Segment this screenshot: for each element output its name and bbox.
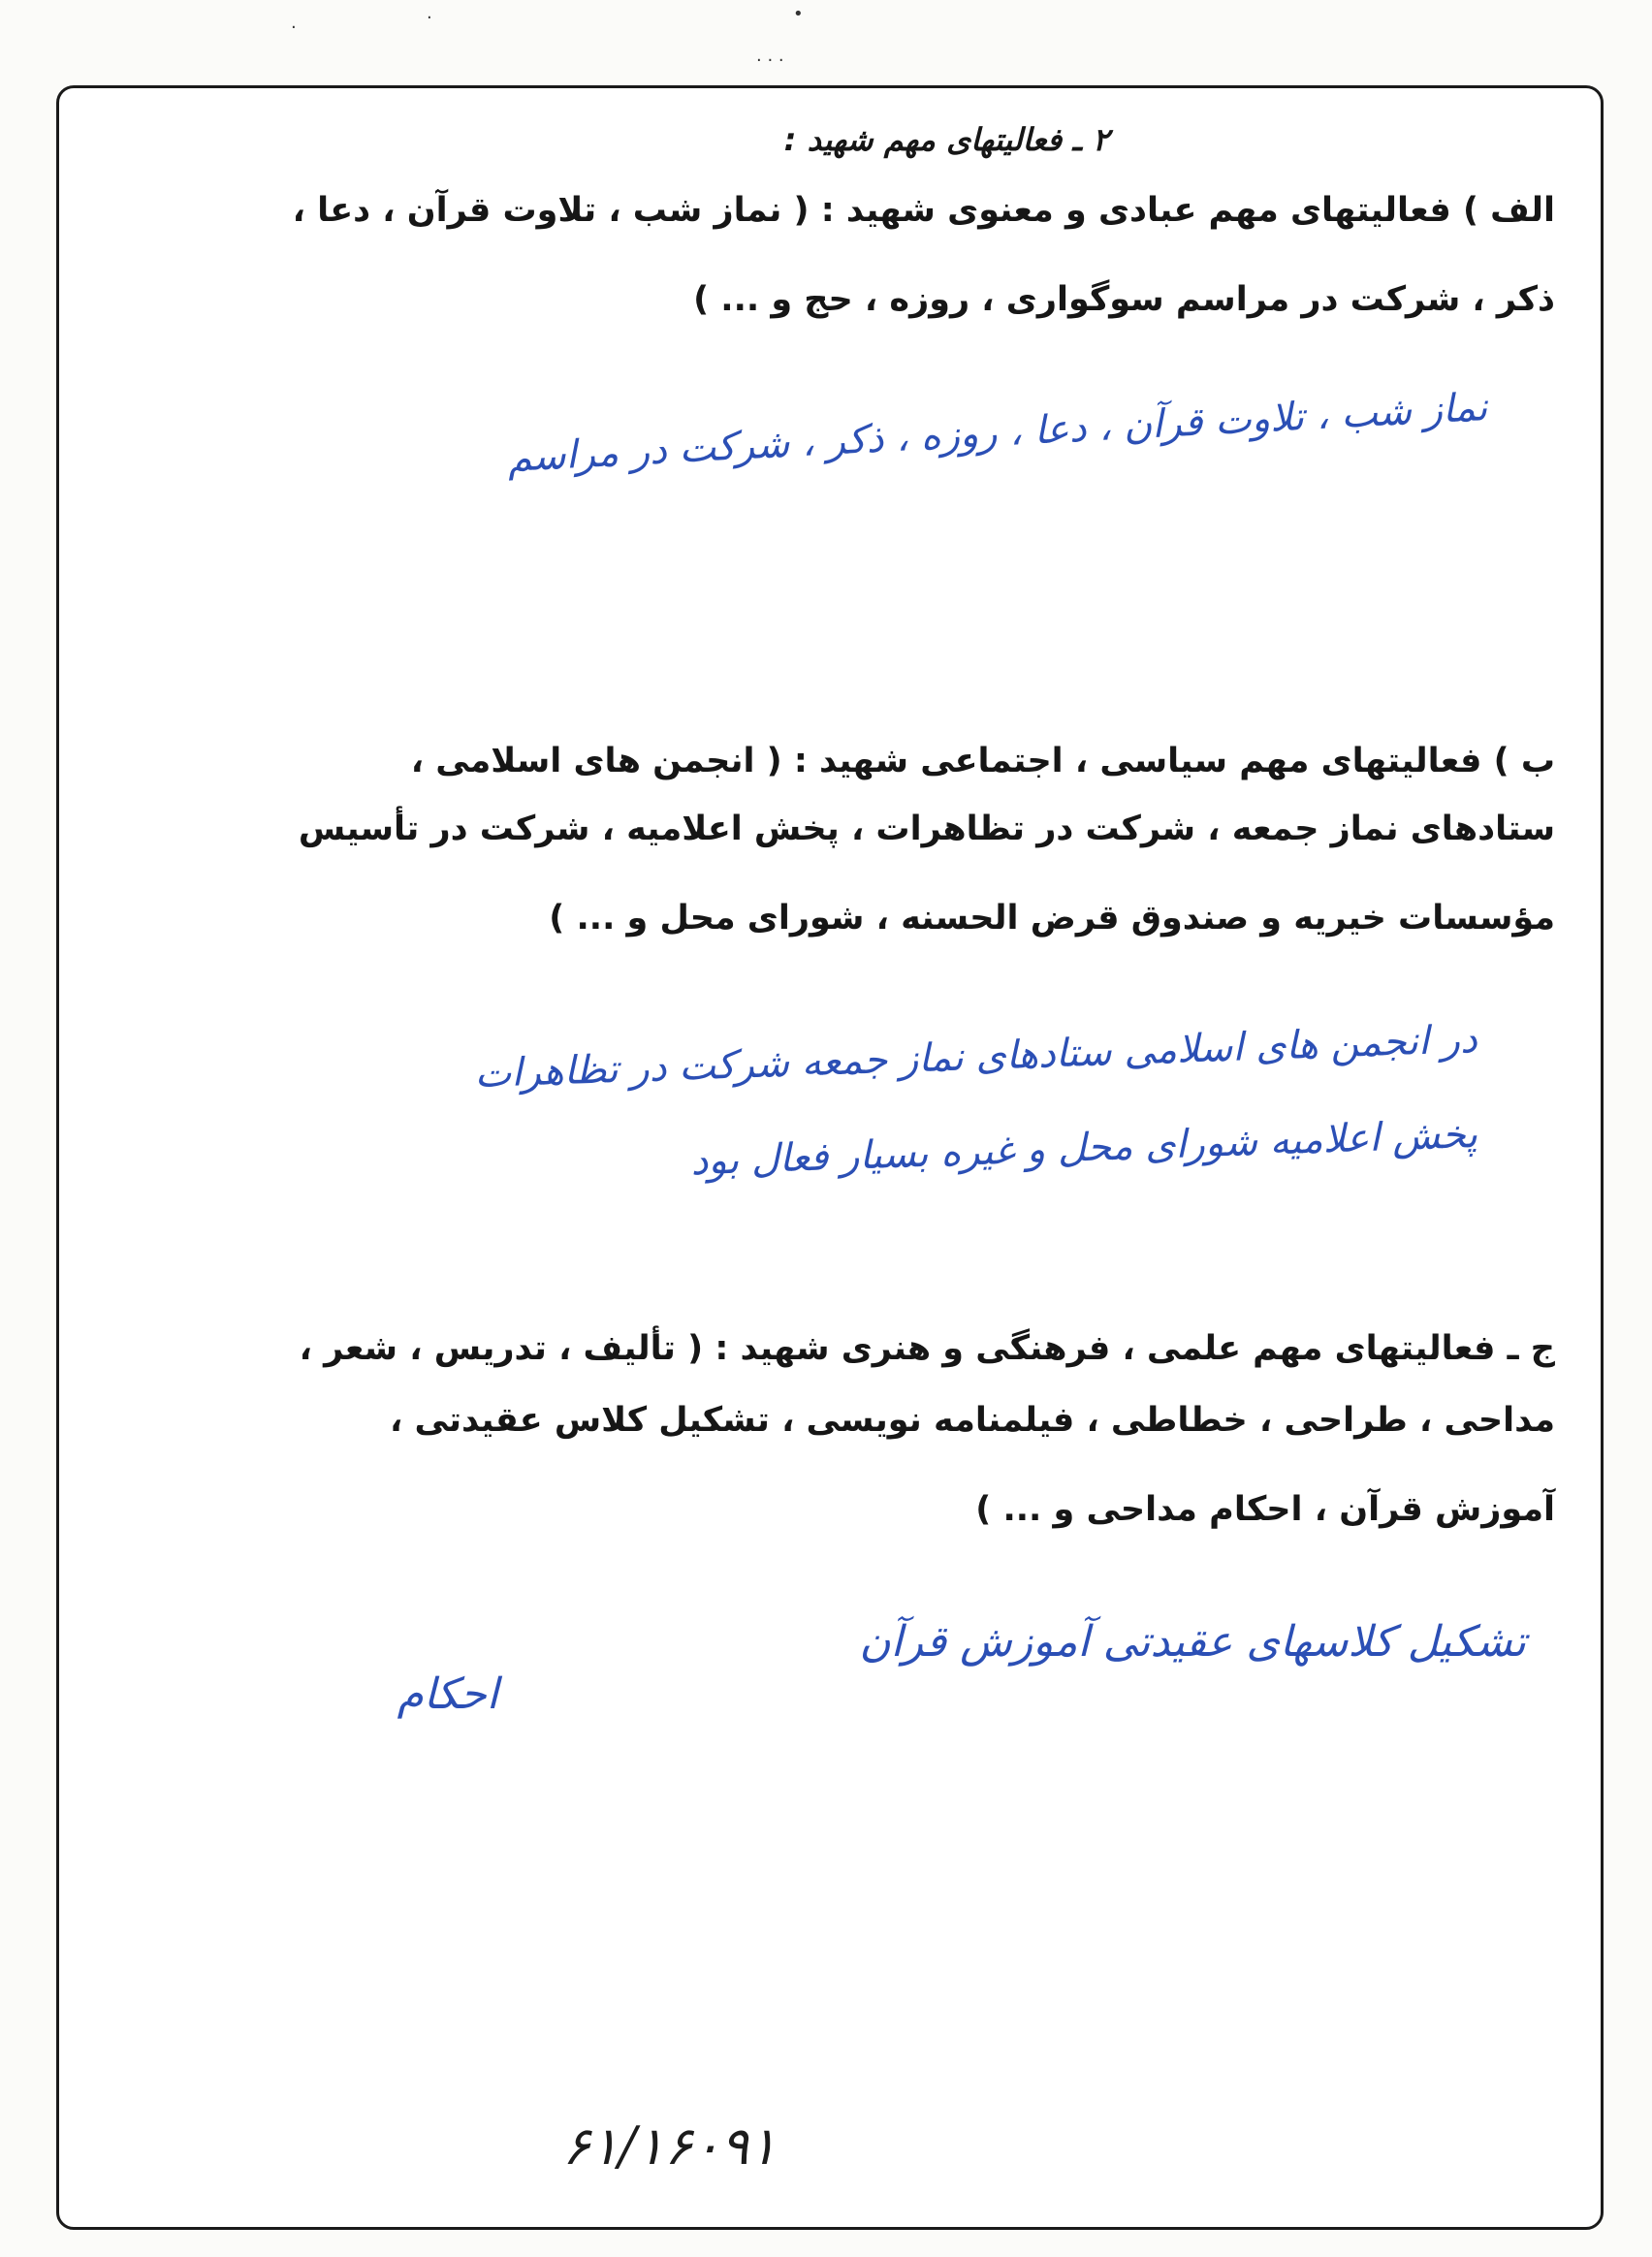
section-c-handwritten-line-1: تشکیل کلاسهای عقیدتی آموزش قرآن	[859, 1617, 1526, 1667]
section-a-handwritten-answer: نماز شب ، تلاوت قرآن ، دعا ، روزه ، ذکر ، شرکت در مراسم	[505, 385, 1489, 481]
section-b-handwritten-line-2: پخش اعلامیه شورای محل و غیره بسیار فعال بود	[689, 1112, 1478, 1185]
section-b-line-2: ستادهای نماز جمعه ، شرکت در تظاهرات ، پخش اعلامیه ، شرکت در تأسیس	[298, 810, 1555, 848]
section-a-line-1: الف ) فعالیتهای مهم عبادی و معنوی شهید : ( نماز شب ، تلاوت قرآن ، دعا ،	[292, 191, 1555, 230]
section-c-line-3: آموزش قرآن ، احکام مداحی و ... )	[975, 1490, 1555, 1529]
section-b-line-1: ب ) فعالیتهای مهم سیاسی ، اجتماعی شهید : ( انجمن های اسلامی ،	[410, 742, 1555, 780]
section-heading: ۲ ـ فعالیتهای مهم شهید :	[783, 121, 1109, 158]
section-b-line-3: مؤسسات خیریه و صندوق قرض الحسنه ، شورای محل و ... )	[549, 899, 1555, 938]
page-number: ۶۱/۱۶۰۹۱	[562, 2115, 778, 2177]
section-c-line-1: ج ـ فعالیتهای مهم علمی ، فرهنگی و هنری شهید : ( تألیف ، تدریس ، شعر ،	[299, 1329, 1555, 1368]
top-margin-marks: · · • · · ·	[291, 4, 804, 71]
section-a-line-2: ذکر ، شرکت در مراسم سوگواری ، روزه ، حج و ... )	[693, 280, 1555, 319]
section-c-handwritten-line-2: احکام	[397, 1669, 498, 1719]
section-c-line-2: مداحی ، طراحی ، خطاطی ، فیلمنامه نویسی ، تشکیل کلاس عقیدتی ،	[390, 1401, 1555, 1440]
section-b-handwritten-line-1: در انجمن های اسلامی ستادهای نماز جمعه شرکت در تظاهرات	[474, 1017, 1478, 1097]
